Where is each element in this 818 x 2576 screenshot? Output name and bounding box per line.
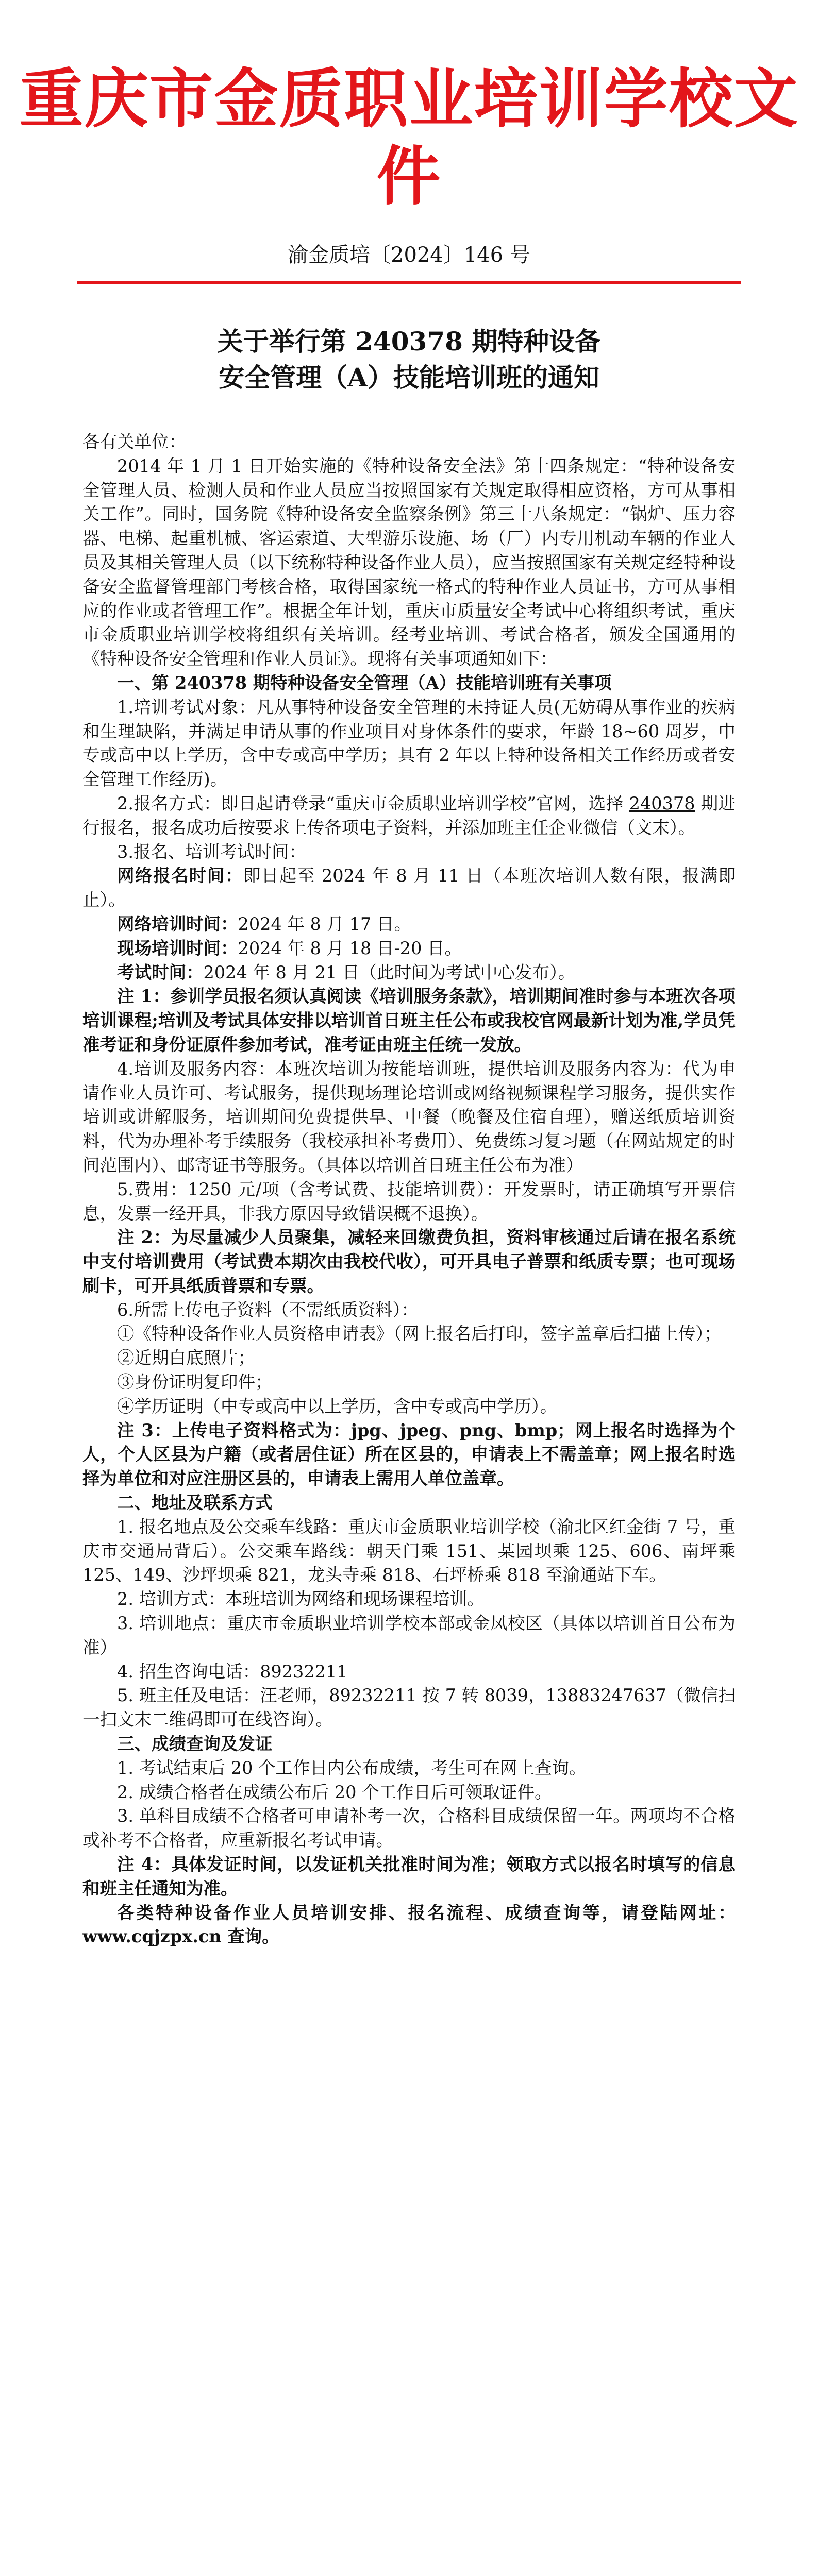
online-registration-value: 即日起至 2024 年 8 月 11 日（本班次培训人数有限，报满即止）。 — [82, 866, 736, 910]
item-2-registration — [82, 792, 736, 840]
red-divider — [77, 281, 741, 284]
address-2: 2. 培训方式：本班培训为网络和现场课程培训。 — [117, 1589, 485, 1609]
item-2-text-b: 期进行报名，报名成功后按要求上传备项电子资料，并添加班主任企业微信（文末）。 — [82, 793, 736, 838]
title-line-1: 关于举行第 240378 期特种设备 — [217, 326, 601, 357]
notice-body — [82, 430, 736, 1949]
material-4: ④学历证明（中专或高中以上学历，含中专或高中学历）。 — [117, 1396, 558, 1416]
note-4: 注 4：具体发证时间，以发证机关批准时间为准；领取方式以报名时填写的信息和班主任通知为准。 — [82, 1854, 736, 1899]
material-2: ②近期白底照片； — [117, 1348, 255, 1368]
document-number: 渝金质培〔2024〕146 号 — [288, 243, 530, 267]
item-4-services: 4.培训及服务内容：本班次培训为按能培训班，提供培训及服务内容为：代为申请作业人员许可、考试服务，提供现场理论培训或网络视频课程学习服务，提供实作培训或讲解服务，培训期间免费提供早、中餐（晚餐及住宿自理），赠送纸质培训资料，代为办理补考手续服务（我校承担补考费用）、免费练习复习题（在网站规定的时间范围内）、邮寄证书等服务。（具体以培训首日班主任公布为准） — [82, 1058, 736, 1175]
network-training-label: 网络培训时间： — [117, 913, 238, 934]
onsite-training-value: 2024 年 8 月 18 日-20 日。 — [238, 938, 462, 958]
online-registration-time — [82, 864, 736, 912]
onsite-training-time — [82, 937, 736, 961]
note-1: 注 1：参训学员报名须认真阅读《培训服务条款》，培训期间准时参与本班次各项培训课程;培训及考试具体安排以培训首日班主任公布或我校官网最新计划为准,学员凭准考证和身份证原件参加考试，准考证由班主任统一发放。 — [82, 986, 736, 1055]
note-3: 注 3：上传电子资料格式为：jpg、jpeg、png、bmp；网上报名时选择为个人，个人区县为户籍（或者居住证）所在区县的，申请表上不需盖章；网上报名时选择为单位和对应注册区县的，申请表上需用人单位盖章。 — [82, 1420, 736, 1489]
section-3-heading: 三、成绩查询及发证 — [117, 1734, 273, 1754]
address-3: 3. 培训地点：重庆市金质职业培训学校本部或金凤校区（具体以培训首日公布为准） — [82, 1613, 736, 1657]
intro-paragraph: 2014 年 1 月 1 日开始实施的《特种设备安全法》第十四条规定：“特种设备安全管理人员、检测人员和作业人员应当按照国家有关规定取得相应资格，方可从事相关工作”。同时，国务院《特种设备安全监察条例》第三十八条规定：“锅炉、压力容器、电梯、起重机械、客运索道、大型游乐设施、场（厂）内专用机动车辆的作业人员及其相关管理人员（以下统称特种设备作业人员），应当按照国家有关规定经特种设备安全监督管理部门考核合格，取得国家统一格式的特种作业人员证书，方可从事相应的作业或者管理工作”。根据全年计划，重庆市质量安全考试中心将组织考试，重庆市金质职业培训学校将组织有关培训。经考业培训、考试合格者，颁发全国通用的《特种设备安全管理和作业人员证》。现将有关事项通知如下： — [82, 455, 736, 669]
exam-time-value: 2024 年 8 月 21 日（此时间为考试中心发布）。 — [203, 962, 576, 982]
material-3: ③身份证明复印件； — [117, 1372, 273, 1393]
item-2-text-a: 2.报名方式：即日起请登录“重庆市金质职业培训学校”官网，选择 — [117, 793, 629, 814]
salutation: 各有关单位： — [82, 432, 186, 452]
item-5-fees: 5.费用：1250 元/项（含考试费、技能培训费）：开发票时，请正确填写开票信息，发票一经开具，非我方原因导致错误概不退换）。 — [82, 1179, 736, 1224]
network-training-time — [82, 912, 736, 937]
item-6-materials: 6.所需上传电子资料（不需纸质资料）： — [117, 1299, 419, 1320]
online-registration-label: 网络报名时间： — [117, 866, 243, 886]
result-3: 3. 单科目成绩不合格者可申请补考一次，合格科目成绩保留一年。两项均不合格或补考不合格者，应重新报名考试申请。 — [82, 1806, 736, 1851]
closing-paragraph — [82, 1901, 736, 1950]
address-1: 1. 报名地点及公交乘车线路：重庆市金质职业培训学校（渝北区红金街 7 号，重庆市交通局背后）。公交乘车路线：朝天门乘 151、某园坝乘 125、606、南坪乘 125、149、沙坪坝乘 821，龙头寺乘 818、石坪桥乘 818 至渝通站下车。 — [82, 1516, 736, 1585]
exam-time-label: 考试时间： — [117, 962, 204, 982]
note-2: 注 2：为尽量减少人员聚集，减轻来回缴费负担，资料审核通过后请在报名系统中支付培训费用（考试费本期次由我校代收），可开具电子普票和纸质专票；也可现场刷卡，可开具纸质普票和专票。 — [82, 1227, 736, 1296]
closing-text-a: 各类特种设备作业人员培训安排、报名流程、成绩查询等，请登陆网址： — [117, 1902, 736, 1923]
item-1-target: 1.培训考试对象：凡从事特种设备安全管理的未持证人员(无妨碍从事作业的疾病和生理缺陷，并满足申请从事的作业项目对身体条件的要求，年龄 18~60 周岁，中专或高中以上学历，含中专或高中学历；具有 2 年以上特种设备相关工作经历或者安全管理工作经历)。 — [82, 697, 736, 790]
item-3-schedule: 3.报名、培训考试时间： — [117, 841, 306, 862]
class-number-link[interactable]: 240378 — [629, 793, 695, 814]
onsite-training-label: 现场培训时间： — [117, 938, 238, 958]
result-1: 1. 考试结束后 20 个工作日内公布成绩，考生可在网上查询。 — [117, 1757, 587, 1778]
masthead: 重庆市金质职业培训学校文件 — [19, 62, 799, 214]
title-line-2: 安全管理（A）技能培训班的通知 — [219, 362, 599, 393]
section-1-heading: 一、第 240378 期特种设备安全管理（A）技能培训班有关事项 — [117, 672, 612, 693]
closing-text-b: 查询。 — [221, 1926, 279, 1947]
address-4: 4. 招生咨询电话：89232211 — [117, 1661, 348, 1682]
material-1: ①《特种设备作业人员资格申请表》（网上报名后打印，签字盖章后扫描上传）； — [117, 1324, 722, 1344]
exam-time — [82, 961, 736, 985]
result-2: 2. 成绩合格者在成绩公布后 20 个工作日后可领取证件。 — [117, 1782, 552, 1802]
network-training-value: 2024 年 8 月 17 日。 — [238, 913, 411, 934]
website-link[interactable]: www.cqjzpx.cn — [82, 1926, 222, 1947]
section-2-heading: 二、地址及联系方式 — [117, 1493, 273, 1513]
notice-title — [0, 324, 818, 396]
address-5: 5. 班主任及电话：汪老师，89232211 按 7 转 8039，13883247637（微信扫一扫文末二维码即可在线咨询）。 — [82, 1685, 736, 1730]
